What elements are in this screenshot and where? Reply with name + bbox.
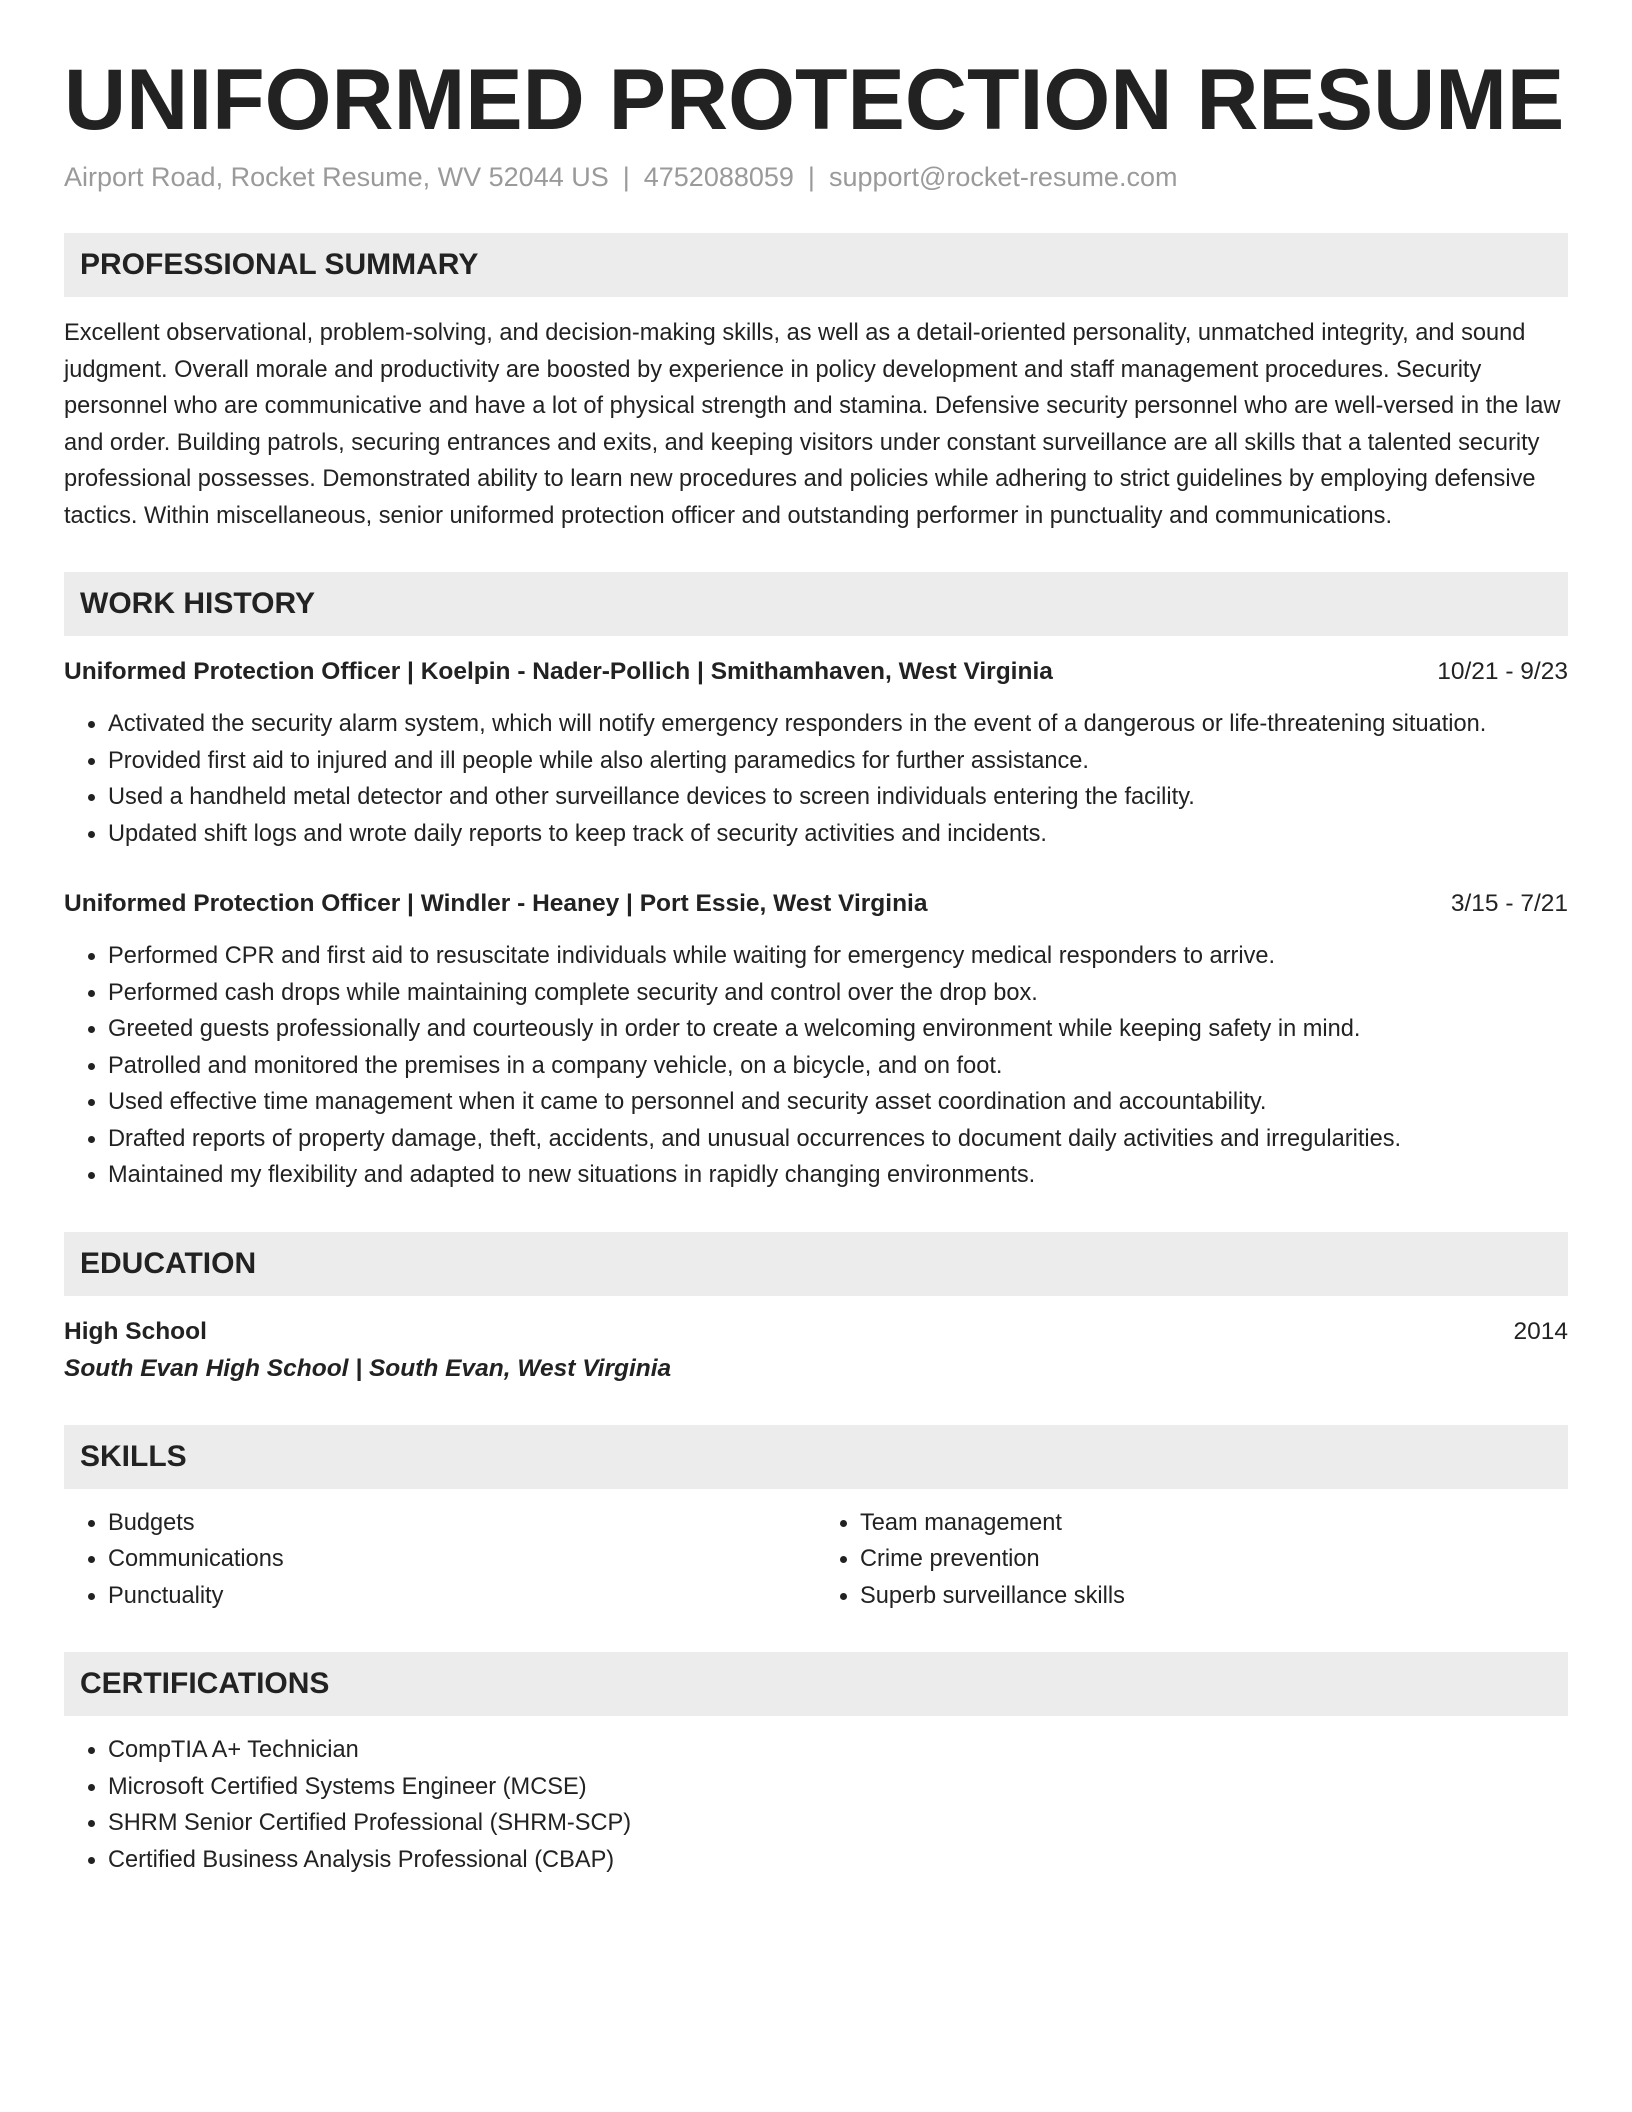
- contact-email: support@rocket-resume.com: [828, 162, 1178, 193]
- job-entry: [64, 654, 1568, 852]
- job-heading: Uniformed Protection Officer | Windler - Heaney | Port Essie, West Virginia: [64, 890, 928, 918]
- contact-separator: |: [807, 162, 815, 193]
- job-bullet: • Used effective time management when it came to personnel and security asset coordination and accountability.: [108, 1084, 1568, 1121]
- skills-column-left: [64, 1505, 816, 1615]
- certification-item: • Certified Business Analysis Professional (CBAP): [108, 1842, 1568, 1879]
- skills-grid: [64, 1505, 1568, 1615]
- job-bullet: • Performed CPR and first aid to resuscitate individuals while waiting for emergency medical responders to arrive.: [108, 938, 1568, 975]
- summary-text: Excellent observational, problem-solving, and decision-making skills, as well as a detail-oriented personality, unmatched integrity, and sound judgment. Overall morale and productivity are boosted by experience in policy development and staff management procedures. Security personnel who are communicative and have a lot of physical strength and stamina. Defensive security personnel who are well-versed in the law and order. Building patrols, securing entrances and exits, and keeping visitors under constant surveillance are all skills that a talented security professional possesses. Demonstrated ability to learn new procedures and policies while adhering to strict guidelines by employing defensive tactics. Within miscellaneous, senior uniformed protection officer and outstanding performer in punctuality and communications.: [64, 320, 1561, 529]
- certification-item: • CompTIA A+ Technician: [108, 1732, 1568, 1769]
- job-header: [64, 886, 1568, 922]
- contact-separator: |: [622, 162, 630, 193]
- skills-list: [816, 1505, 1568, 1615]
- job-bullet: • Updated shift logs and wrote daily reports to keep track of security activities and incidents.: [108, 816, 1568, 853]
- skill-item: • Communications: [108, 1541, 816, 1578]
- job-dates: 10/21 - 9/23: [1437, 658, 1568, 686]
- certifications-block: [64, 1732, 1568, 1878]
- job-entry: [64, 886, 1568, 1194]
- job-bullet: • Maintained my flexibility and adapted to new situations in rapidly changing environments.: [108, 1157, 1568, 1194]
- skill-item: • Crime prevention: [860, 1541, 1568, 1578]
- job-bullet: • Greeted guests professionally and courteously in order to create a welcoming environment while keeping safety in mind.: [108, 1011, 1568, 1048]
- skill-item: • Punctuality: [108, 1578, 816, 1615]
- skill-item: • Team management: [860, 1505, 1568, 1542]
- skills-list: [64, 1505, 816, 1615]
- resume-title: UNIFORMED PROTECTION RESUME: [64, 52, 1565, 148]
- job-bullet: • Performed cash drops while maintaining complete security and control over the drop box.: [108, 975, 1568, 1012]
- contact-phone: 4752088059: [643, 162, 794, 193]
- job-bullet: • Provided first aid to injured and ill people while also alerting paramedics for further assistance.: [108, 743, 1568, 780]
- job-bullets: [64, 706, 1568, 852]
- contact-address: Airport Road, Rocket Resume, WV 52044 US: [64, 162, 609, 193]
- job-bullet: • Activated the security alarm system, which will notify emergency responders in the event of a dangerous or life-threatening situation.: [108, 706, 1568, 743]
- job-bullet: • Used a handheld metal detector and other surveillance devices to screen individuals entering the facility.: [108, 779, 1568, 816]
- section-header-summary: PROFESSIONAL SUMMARY: [64, 233, 1568, 297]
- section-header-certifications: CERTIFICATIONS: [64, 1652, 1568, 1716]
- education-header: [64, 1314, 1568, 1350]
- job-bullet: • Drafted reports of property damage, theft, accidents, and unusual occurrences to document daily activities and irregularities.: [108, 1121, 1568, 1158]
- section-header-work-history: WORK HISTORY: [64, 572, 1568, 636]
- job-header: [64, 654, 1568, 690]
- education-entry: [64, 1314, 1568, 1387]
- education-school: South Evan High School | South Evan, West Virginia: [64, 1354, 672, 1382]
- certification-item: • Microsoft Certified Systems Engineer (MCSE): [108, 1769, 1568, 1806]
- certification-item: • SHRM Senior Certified Professional (SHRM-SCP): [108, 1805, 1568, 1842]
- education-year: 2014: [1513, 1317, 1568, 1345]
- job-heading: Uniformed Protection Officer | Koelpin - Nader-Pollich | Smithamhaven, West Virginia: [64, 658, 1053, 686]
- education-degree: High School: [64, 1317, 207, 1345]
- job-bullet: • Patrolled and monitored the premises in a company vehicle, on a bicycle, and on foot.: [108, 1048, 1568, 1085]
- job-dates: 3/15 - 7/21: [1450, 890, 1568, 918]
- certifications-list: [64, 1732, 1568, 1878]
- job-bullets: [64, 938, 1568, 1194]
- skills-column-right: [816, 1505, 1568, 1615]
- skill-item: • Superb surveillance skills: [860, 1578, 1568, 1615]
- skill-item: • Budgets: [108, 1505, 816, 1542]
- contact-line: [64, 160, 1568, 195]
- section-header-education: EDUCATION: [64, 1232, 1568, 1296]
- section-header-skills: SKILLS: [64, 1425, 1568, 1489]
